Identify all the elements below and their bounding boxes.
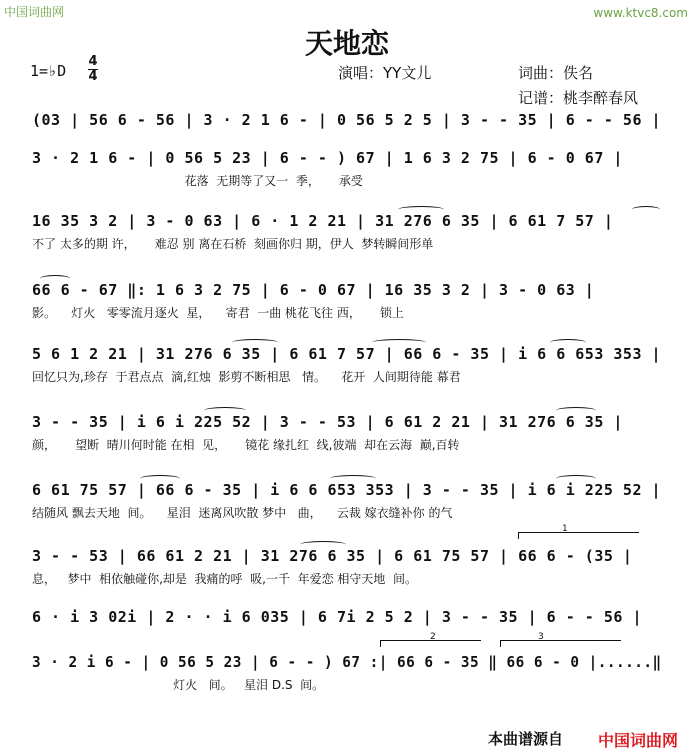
score-row [32,344,662,394]
lyrics-line: 不了 太多的期 许， 难忍 别 离在石桥 刻画你归 期，伊人 梦转瞬间形单 [32,237,434,251]
time-signature [86,56,100,83]
writer-credit: 词曲：佚名 [518,64,594,82]
score-row [32,607,662,657]
key-signature: 1=♭D [30,62,67,80]
slur [398,206,444,213]
time-signature-bottom: 4 [88,69,98,84]
notation-line: 3 · 2 1 6 - | 0 56 5 23 | 6 - - ) 67 | 1 6 3 2 75 | 6 - 0 67 | [32,149,623,167]
lyrics-line: 花落 无期等了又一 季， 承受 [32,174,363,188]
lyrics-line: 回忆只为,珍存 于君点点 滴,红烛 影剪不断相思 情。 花开 人间期待能 幕君 [32,370,461,384]
score-row [32,148,662,198]
notation-line: 66 6 - 67 ‖: 1 6 3 2 75 | 6 - 0 67 | 16 35 3 2 | 3 - 0 63 | [32,281,595,299]
slur [550,339,586,346]
notation-line: 3 - - 53 | 66 61 2 21 | 31 276 6 35 | 6 61 75 57 | 66 6 - (35 | [32,547,633,565]
score-row [32,480,662,530]
lyrics-line: 结随风 飘去天地 间。 星泪 迷离风吹散 梦中 曲， 云裁 嫁衣缝补你 的气 [32,506,453,520]
time-signature-top: 4 [88,54,98,69]
footer-source-text: 本曲谱源自 [488,730,564,748]
volta-number: 1 [562,524,568,534]
slur [300,541,346,548]
slur [40,275,70,282]
slur [556,407,596,414]
transcriber-credit: 记谱：桃李醉春风 [518,89,639,107]
score-row [32,412,662,462]
slur [204,407,246,414]
slur [372,339,426,346]
song-title: 天地恋 [304,27,389,60]
notation-line: 6 · i 3 02i | 2 · · i 6 035 | 6 7i 2 5 2 | 3 - - 35 | 6 - - 56 | [32,608,642,626]
score-row [32,546,662,596]
volta-bracket [518,532,639,539]
score-row [32,211,662,261]
notation-line: 16 35 3 2 | 3 - 0 63 | 6 · 1 2 21 | 31 276 6 35 | 6 61 7 57 | [32,212,614,230]
slur [556,475,596,482]
notation-line: (03 | 56 6 - 56 | 3 · 2 1 6 - | 0 56 5 2 5 | 3 - - 35 | 6 - - 56 | [32,111,662,129]
volta-bracket [500,640,621,647]
watermark-left: 中国词曲网 [4,5,65,19]
notation-line: 3 - - 35 | i 6 i 225 52 | 3 - - 53 | 6 61 2 21 | 31 276 6 35 | [32,413,623,431]
notation-line: 3 · 2 i 6 - | 0 56 5 23 | 6 - - ) 67 :| 66 6 - 35 ‖ 66 6 - 0 |......‖ [32,653,662,671]
singer-credit: 演唱：YY文儿 [338,64,432,82]
volta-number: 2 [430,632,436,642]
notation-line: 6 61 75 57 | 66 6 - 35 | i 6 6 653 353 | 3 - - 35 | i 6 i 225 52 | [32,481,662,499]
slur [232,339,278,346]
volta-number: 3 [538,632,544,642]
lyrics-line: 颜， 望断 晴川何时能 在相 见， 镜花 缘扎红 线,彼端 却在云海 巅,百转 [32,438,460,452]
lyrics-line: 灯火 间。 星泪 D.S 间。 [32,678,325,692]
watermark-right: www.ktvc8.com [593,6,688,20]
slur [632,206,660,213]
lyrics-line: 息， 梦中 相依触碰你,却是 我痛的呼 吸,一千 年爱恋 相守天地 间。 [32,572,418,586]
notation-line: 5 6 1 2 21 | 31 276 6 35 | 6 61 7 57 | 66 6 - 35 | i 6 6 653 353 | [32,345,662,363]
slur [140,475,180,482]
score-row [32,652,662,702]
footer-site-name: 中国词曲网 [598,731,679,750]
score-row [32,280,662,330]
lyrics-line: 影。 灯火 零零流月逐火 星， 寄君 一曲 桃花飞往 西， 锁上 [32,306,404,320]
slur [330,475,376,482]
